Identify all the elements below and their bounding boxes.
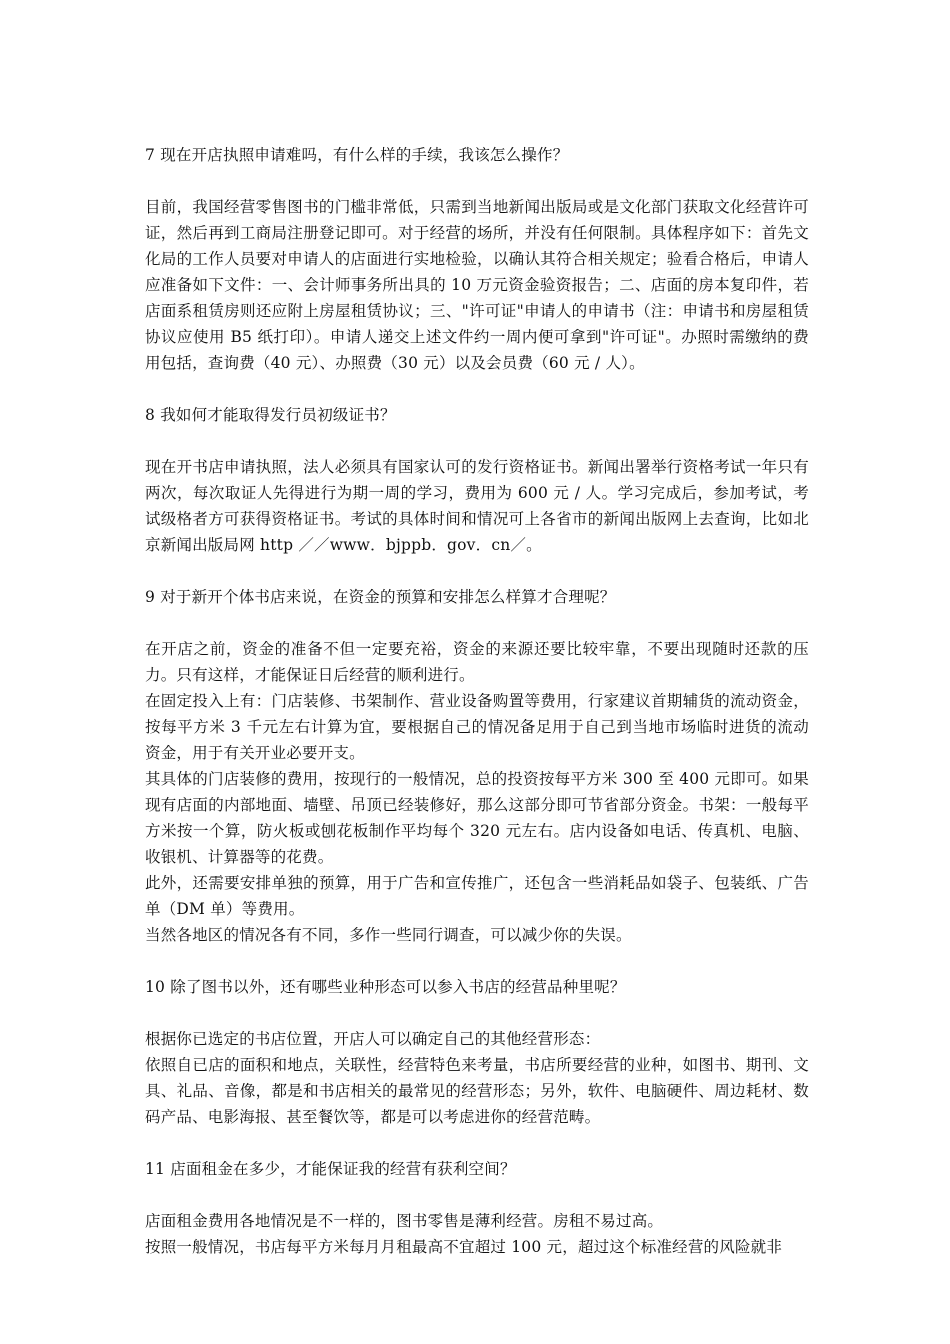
faq-section-7 [145, 142, 809, 376]
question-7: 7 现在开店执照申请难吗，有什么样的手续，我该怎么操作？ [145, 146, 569, 164]
question-10: 10 除了图书以外，还有哪些业种形态可以参入书店的经营品种里呢？ [145, 978, 626, 996]
answer-10-paragraph-2: 依照自已店的面积和地点，关联性，经营特色来考量，书店所要经营的业种，如图书、期刊、文具、礼品、音像，都是和书店相关的最常见的经营形态；另外，软件、电脑硬件、周边耗材、数码产品、电影海报、甚至餐饮等，都是可以考虑进你的经营范畴。 [145, 1056, 809, 1126]
faq-section-11 [145, 1156, 809, 1260]
answer-9-paragraph-3: 其具体的门店装修的费用，按现行的一般情况，总的投资按每平方米 300 至 400 元即可。如果现有店面的内部地面、墙壁、吊顶已经装修好，那么这部分即可节省部分资金。书架：一般每平方米按一个算，防火板或刨花板制作平均每个 320 元左右。店内设备如电话、传真机、电脑、收银机、计算器等的花费。 [145, 770, 809, 866]
document-body [145, 142, 809, 1260]
answer-10-paragraph-1: 根据你已选定的书店位置，开店人可以确定自己的其他经营形态： [145, 1030, 601, 1048]
answer-11-paragraph-1: 店面租金费用各地情况是不一样的，图书零售是薄利经营。房租不易过高。 [145, 1212, 664, 1230]
faq-section-8 [145, 402, 809, 558]
faq-section-10 [145, 974, 809, 1130]
answer-7-paragraph-1: 目前，我国经营零售图书的门槛非常低，只需到当地新闻出版局或是文化部门获取文化经营许可证，然后再到工商局注册登记即可。对于经营的场所，并没有任何限制。具体程序如下：首先文化局的工作人员要对申请人的店面进行实地检验，以确认其符合相关规定；验看合格后，申请人应准备如下文件：一、会计师事务所出具的 10 万元资金验资报告；二、店面的房本复印件，若店面系租赁房则还应附上房屋租赁协议；三、"许可证"申请人的申请书（注：申请书和房屋租赁协议应使用 B5 纸打印）。申请人递交上述文件约一周内便可拿到"许可证"。办照时需缴纳的费用包括，查询费（40 元）、办照费（30 元）以及会员费（60 元 / 人）。 [145, 198, 809, 372]
answer-9-paragraph-4: 此外，还需要安排单独的预算，用于广告和宣传推广，还包含一些消耗品如袋子、包装纸、广告单（DM 单）等费用。 [145, 874, 809, 918]
answer-9-paragraph-2: 在固定投入上有：门店装修、书架制作、营业设备购置等费用，行家建议首期辅货的流动资金，按每平方米 3 千元左右计算为宜，要根据自己的情况备足用于自己到当地市场临时进货的流动资金，用于有关开业必要开支。 [145, 692, 809, 762]
answer-8-paragraph-1: 现在开书店申请执照，法人必须具有国家认可的发行资格证书。新闻出署举行资格考试一年只有两次，每次取证人先得进行为期一周的学习，费用为 600 元 / 人。学习完成后，参加考试，考试级格者方可获得资格证书。考试的具体时间和情况可上各省市的新闻出版网上去查询，比如北京新闻出版局网 http ／／www．bjppb．gov．cn／。 [145, 458, 809, 554]
question-11: 11 店面租金在多少，才能保证我的经营有获利空间？ [145, 1160, 516, 1178]
question-8: 8 我如何才能取得发行员初级证书？ [145, 406, 396, 424]
answer-9-paragraph-1: 在开店之前，资金的准备不但一定要充裕，资金的来源还要比较牢靠，不要出现随时还款的压力。只有这样，才能保证日后经营的顺利进行。 [145, 640, 809, 684]
answer-11-paragraph-2: 按照一般情况，书店每平方米每月月租最高不宜超过 100 元，超过这个标准经营的风险就非 [145, 1238, 783, 1256]
answer-9-paragraph-5: 当然各地区的情况各有不同，多作一些同行调查，可以减少你的失误。 [145, 926, 632, 944]
question-9: 9 对于新开个体书店来说，在资金的预算和安排怎么样算才合理呢？ [145, 588, 616, 606]
faq-section-9 [145, 584, 809, 948]
